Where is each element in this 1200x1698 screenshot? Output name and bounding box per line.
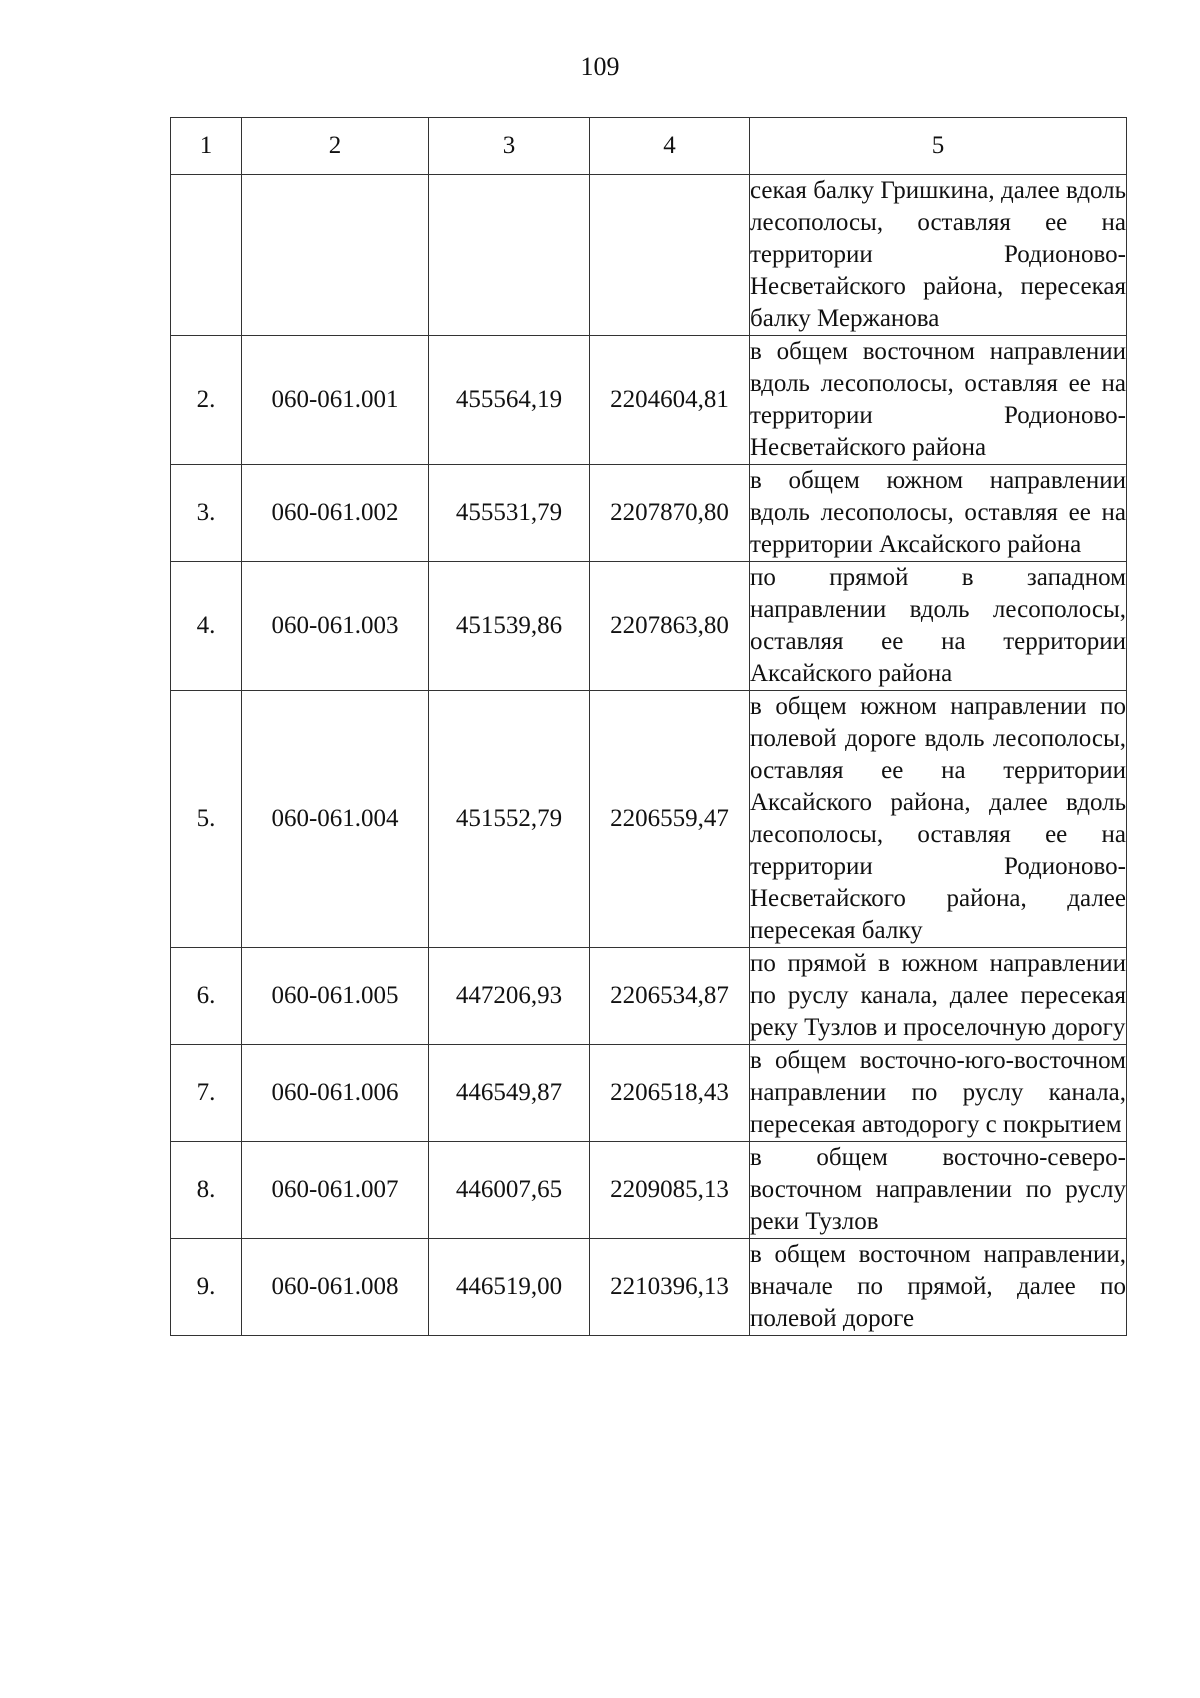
page-number: 109: [580, 52, 620, 81]
header-cell: 5: [750, 118, 1127, 175]
table-row: [171, 175, 1127, 336]
header-cell: 3: [429, 118, 590, 175]
coordinate-x: 446007,65: [429, 1142, 590, 1239]
boundary-description: секая балку Гришкина, далее вдоль лесополосы, оставляя ее на территории Родионово-Несветайского района, пересекая балку Мержанова: [750, 175, 1127, 336]
point-number: 5.: [171, 691, 242, 948]
coordinate-y: 2209085,13: [590, 1142, 750, 1239]
point-code: 060-061.008: [242, 1239, 429, 1336]
boundary-description: в общем восточно-юго-восточном направлении по руслу канала, пересекая автодорогу с покрытием: [750, 1045, 1127, 1142]
point-code: 060-061.007: [242, 1142, 429, 1239]
coordinate-x: 446519,00: [429, 1239, 590, 1336]
coordinate-y: [590, 175, 750, 336]
point-number: 7.: [171, 1045, 242, 1142]
coordinate-x: 447206,93: [429, 948, 590, 1045]
point-code: [242, 175, 429, 336]
point-number: 3.: [171, 465, 242, 562]
header-cell: 4: [590, 118, 750, 175]
point-code: 060-061.003: [242, 562, 429, 691]
table-row: [171, 691, 1127, 948]
coordinate-y: 2206518,43: [590, 1045, 750, 1142]
point-number: 8.: [171, 1142, 242, 1239]
coordinate-y: 2204604,81: [590, 336, 750, 465]
coordinate-x: 455564,19: [429, 336, 590, 465]
table-row: [171, 1239, 1127, 1336]
point-code: 060-061.001: [242, 336, 429, 465]
coordinate-y: 2206534,87: [590, 948, 750, 1045]
boundary-description: в общем восточно-северо-восточном направлении по руслу реки Тузлов: [750, 1142, 1127, 1239]
coordinate-y: 2210396,13: [590, 1239, 750, 1336]
coordinate-x: [429, 175, 590, 336]
boundary-description: в общем южном направлении вдоль лесополосы, оставляя ее на территории Аксайского района: [750, 465, 1127, 562]
coordinate-y: 2207870,80: [590, 465, 750, 562]
boundary-table: [170, 117, 1127, 1336]
point-code: 060-061.006: [242, 1045, 429, 1142]
table-row: [171, 562, 1127, 691]
coordinate-y: 2207863,80: [590, 562, 750, 691]
coordinate-x: 451539,86: [429, 562, 590, 691]
table-row: [171, 336, 1127, 465]
header-cell: 2: [242, 118, 429, 175]
point-code: 060-061.004: [242, 691, 429, 948]
table-row: [171, 1142, 1127, 1239]
boundary-description: в общем восточном направлении, вначале по прямой, далее по полевой дороге: [750, 1239, 1127, 1336]
boundary-description: по прямой в южном направлении по руслу канала, далее пересекая реку Тузлов и проселочную дорогу: [750, 948, 1127, 1045]
coordinate-x: 455531,79: [429, 465, 590, 562]
boundary-description: в общем южном направлении по полевой дороге вдоль лесополосы, оставляя ее на территории Аксайского района, далее вдоль лесополосы, оставляя ее на территории Родионово-Несветайского района, далее пересекая балку: [750, 691, 1127, 948]
table-header-row: [171, 118, 1127, 175]
boundary-description: в общем восточном направлении вдоль лесополосы, оставляя ее на территории Родионово-Несветайского района: [750, 336, 1127, 465]
point-number: 2.: [171, 336, 242, 465]
header-cell: 1: [171, 118, 242, 175]
point-code: 060-061.002: [242, 465, 429, 562]
coordinate-x: 451552,79: [429, 691, 590, 948]
boundary-description: по прямой в западном направлении вдоль лесополосы, оставляя ее на территории Аксайского района: [750, 562, 1127, 691]
table-row: [171, 1045, 1127, 1142]
point-number: 9.: [171, 1239, 242, 1336]
table-row: [171, 465, 1127, 562]
point-code: 060-061.005: [242, 948, 429, 1045]
table-row: [171, 948, 1127, 1045]
point-number: [171, 175, 242, 336]
coordinate-y: 2206559,47: [590, 691, 750, 948]
coordinate-x: 446549,87: [429, 1045, 590, 1142]
point-number: 4.: [171, 562, 242, 691]
point-number: 6.: [171, 948, 242, 1045]
